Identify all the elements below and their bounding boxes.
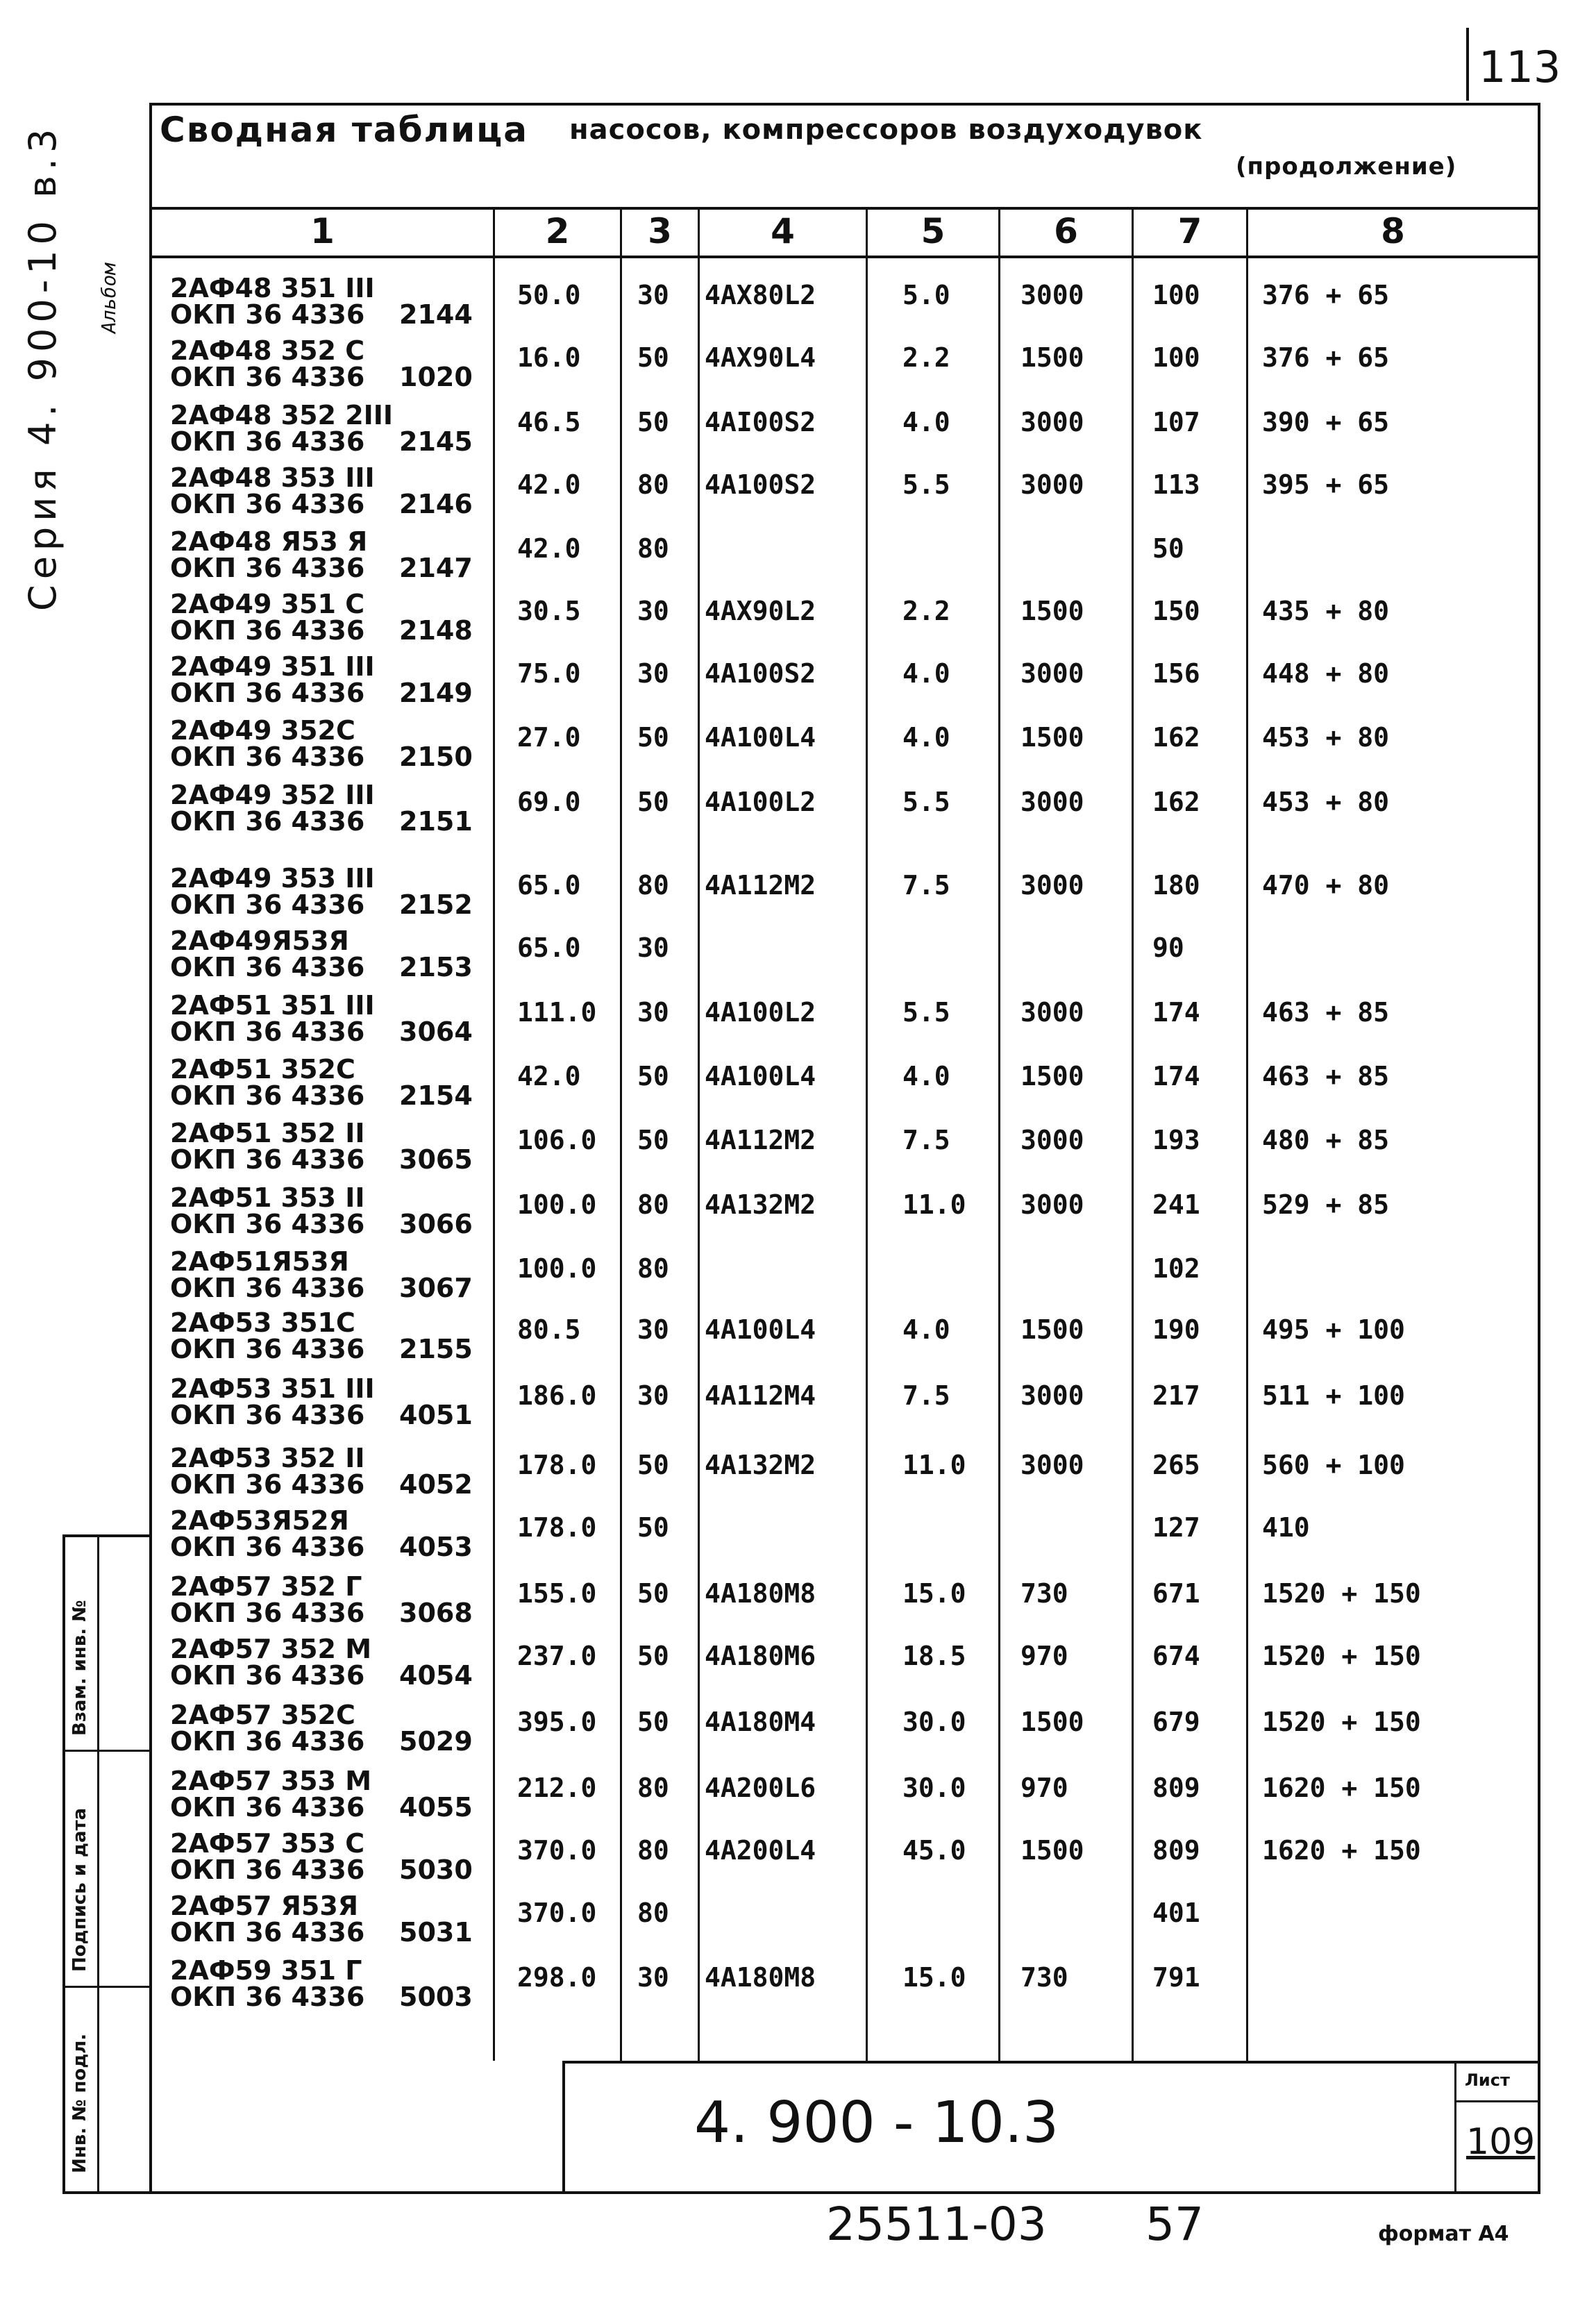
cell-c8: 1620 + 150 bbox=[1262, 1835, 1421, 1866]
cell-c4: 4А100L4 bbox=[705, 1314, 816, 1345]
cell-c5: 7.5 bbox=[902, 1380, 950, 1411]
col-header-2: 2 bbox=[545, 211, 570, 251]
cell-c8: 376 + 65 bbox=[1262, 342, 1390, 373]
col-header-1: 1 bbox=[310, 211, 335, 251]
cell-okp: ОКП 36 4336 bbox=[170, 889, 365, 920]
cell-c8: 410 bbox=[1262, 1512, 1310, 1543]
cell-model: 2АФ57 353 М bbox=[170, 1766, 372, 1796]
cell-c6: 1500 bbox=[1020, 722, 1084, 753]
cell-c7: 127 bbox=[1152, 1512, 1200, 1543]
table-title bbox=[160, 103, 1534, 194]
cell-okp: ОКП 36 4336 bbox=[170, 1334, 365, 1364]
cell-c6: 1500 bbox=[1020, 1835, 1084, 1866]
cell-c3: 50 bbox=[637, 722, 669, 753]
cell-code: 2145 bbox=[399, 426, 473, 457]
cell-c3: 50 bbox=[637, 1061, 669, 1091]
cell-c4: 4А100L4 bbox=[705, 722, 816, 753]
cell-c7: 150 bbox=[1152, 596, 1200, 626]
cell-okp: ОКП 36 4336 bbox=[170, 1917, 365, 1948]
cell-c4: 4А100S2 bbox=[705, 469, 816, 500]
cell-c4: 4А180М8 bbox=[705, 1578, 816, 1609]
cell-c2: 46.5 bbox=[517, 407, 581, 437]
cell-c7: 674 bbox=[1152, 1641, 1200, 1671]
cell-code: 1020 bbox=[399, 362, 473, 392]
cell-c4: 4А180М6 bbox=[705, 1641, 816, 1671]
cell-c6: 730 bbox=[1020, 1962, 1068, 1993]
cell-code: 2153 bbox=[399, 952, 473, 982]
cell-c3: 80 bbox=[637, 1898, 669, 1928]
cell-c7: 162 bbox=[1152, 787, 1200, 817]
cell-c7: 180 bbox=[1152, 870, 1200, 901]
cell-model: 2АФ57 353 С bbox=[170, 1828, 365, 1859]
cell-c2: 237.0 bbox=[517, 1641, 597, 1671]
cell-c2: 212.0 bbox=[517, 1773, 597, 1803]
cell-c6: 730 bbox=[1020, 1578, 1068, 1609]
cell-c7: 156 bbox=[1152, 658, 1200, 689]
cell-c5: 5.5 bbox=[902, 469, 950, 500]
cell-c5: 5.5 bbox=[902, 787, 950, 817]
cell-c5: 4.0 bbox=[902, 1314, 950, 1345]
cell-code: 5029 bbox=[399, 1726, 473, 1757]
cell-code: 2146 bbox=[399, 489, 473, 519]
cell-code: 2147 bbox=[399, 553, 473, 583]
cell-c7: 241 bbox=[1152, 1189, 1200, 1220]
archive-number: 25511-03 bbox=[826, 2198, 1047, 2251]
cell-okp: ОКП 36 4336 bbox=[170, 742, 365, 772]
col-header-6: 6 bbox=[1054, 211, 1078, 251]
cell-c2: 178.0 bbox=[517, 1512, 597, 1543]
cell-code: 5003 bbox=[399, 1982, 473, 2012]
cell-okp: ОКП 36 4336 bbox=[170, 1598, 365, 1628]
cell-c7: 190 bbox=[1152, 1314, 1200, 1345]
cell-c2: 111.0 bbox=[517, 997, 597, 1028]
cell-okp: ОКП 36 4336 bbox=[170, 553, 365, 583]
cell-code: 4054 bbox=[399, 1660, 473, 1691]
cell-code: 5030 bbox=[399, 1855, 473, 1885]
cell-c5: 4.0 bbox=[902, 722, 950, 753]
cell-c6: 3000 bbox=[1020, 1450, 1084, 1480]
cell-model: 2АФ48 351 III bbox=[170, 273, 375, 303]
cell-code: 2148 bbox=[399, 615, 473, 646]
cell-model: 2АФ57 352 М bbox=[170, 1634, 372, 1664]
cell-c3: 50 bbox=[637, 1578, 669, 1609]
cell-code: 2144 bbox=[399, 299, 473, 330]
cell-c7: 809 bbox=[1152, 1835, 1200, 1866]
cell-c5: 45.0 bbox=[902, 1835, 966, 1866]
cell-c6: 3000 bbox=[1020, 997, 1084, 1028]
cell-code: 4051 bbox=[399, 1400, 473, 1430]
cell-c6: 3000 bbox=[1020, 1125, 1084, 1155]
cell-c2: 42.0 bbox=[517, 469, 581, 500]
cell-c5: 30.0 bbox=[902, 1707, 966, 1737]
cell-c3: 30 bbox=[637, 1314, 669, 1345]
cell-c2: 155.0 bbox=[517, 1578, 597, 1609]
cell-c2: 370.0 bbox=[517, 1835, 597, 1866]
cell-model: 2АФ49Я53Я bbox=[170, 926, 349, 956]
cell-c7: 679 bbox=[1152, 1707, 1200, 1737]
cell-c8: 463 + 85 bbox=[1262, 1061, 1390, 1091]
series-label: Серия 4. 900-10 в.3 bbox=[21, 123, 65, 611]
cell-c3: 50 bbox=[637, 1512, 669, 1543]
cell-c8: 1520 + 150 bbox=[1262, 1641, 1421, 1671]
cell-c3: 80 bbox=[637, 1189, 669, 1220]
cell-c5: 2.2 bbox=[902, 342, 950, 373]
cell-c7: 102 bbox=[1152, 1253, 1200, 1284]
cell-c8: 1520 + 150 bbox=[1262, 1578, 1421, 1609]
cell-c8: 463 + 85 bbox=[1262, 997, 1390, 1028]
cell-code: 3065 bbox=[399, 1144, 473, 1175]
cell-c8: 453 + 80 bbox=[1262, 787, 1390, 817]
cell-c4: 4А180М8 bbox=[705, 1962, 816, 1993]
cell-model: 2АФ49 351 III bbox=[170, 651, 375, 682]
cell-model: 2АФ48 Я53 Я bbox=[170, 526, 368, 557]
cell-c5: 4.0 bbox=[902, 407, 950, 437]
cell-c5: 11.0 bbox=[902, 1189, 966, 1220]
cell-c4: 4А132М2 bbox=[705, 1450, 816, 1480]
stamp-sign-date: Подпись и дата bbox=[69, 1807, 90, 1972]
cell-c2: 50.0 bbox=[517, 280, 581, 310]
cell-okp: ОКП 36 4336 bbox=[170, 362, 365, 392]
cell-c3: 80 bbox=[637, 469, 669, 500]
cell-c8: 1520 + 150 bbox=[1262, 1707, 1421, 1737]
cell-c4: 4АХ90L2 bbox=[705, 596, 816, 626]
cell-c4: 4А100L2 bbox=[705, 997, 816, 1028]
cell-okp: ОКП 36 4336 bbox=[170, 1660, 365, 1691]
cell-c6: 1500 bbox=[1020, 1707, 1084, 1737]
cell-c7: 265 bbox=[1152, 1450, 1200, 1480]
cell-c8: 480 + 85 bbox=[1262, 1125, 1390, 1155]
stamp-inv-podl: Инв. № подл. bbox=[69, 2033, 90, 2173]
col-header-5: 5 bbox=[921, 211, 946, 251]
cell-c6: 3000 bbox=[1020, 407, 1084, 437]
cell-c5: 15.0 bbox=[902, 1962, 966, 1993]
cell-code: 3068 bbox=[399, 1598, 473, 1628]
cell-c4: 4А112М4 bbox=[705, 1380, 816, 1411]
album-label: Альбом bbox=[97, 262, 120, 333]
cell-model: 2АФ49 351 С bbox=[170, 589, 365, 619]
cell-c2: 298.0 bbox=[517, 1962, 597, 1993]
cell-c2: 27.0 bbox=[517, 722, 581, 753]
cell-c2: 42.0 bbox=[517, 533, 581, 564]
cell-c7: 217 bbox=[1152, 1380, 1200, 1411]
cell-c3: 80 bbox=[637, 1835, 669, 1866]
cell-model: 2АФ49 352С bbox=[170, 715, 355, 746]
cell-c2: 75.0 bbox=[517, 658, 581, 689]
cell-c2: 100.0 bbox=[517, 1189, 597, 1220]
cell-c8: 395 + 65 bbox=[1262, 469, 1390, 500]
cell-c5: 5.5 bbox=[902, 997, 950, 1028]
cell-c6: 1500 bbox=[1020, 1061, 1084, 1091]
cell-c6: 3000 bbox=[1020, 1380, 1084, 1411]
cell-okp: ОКП 36 4336 bbox=[170, 678, 365, 708]
cell-code: 2155 bbox=[399, 1334, 473, 1364]
cell-c2: 106.0 bbox=[517, 1125, 597, 1155]
cell-c3: 50 bbox=[637, 342, 669, 373]
cell-c4: 4А100S2 bbox=[705, 658, 816, 689]
cell-okp: ОКП 36 4336 bbox=[170, 299, 365, 330]
cell-c3: 30 bbox=[637, 1380, 669, 1411]
cell-model: 2АФ48 352 С bbox=[170, 335, 365, 366]
cell-model: 2АФ53 352 II bbox=[170, 1443, 365, 1473]
cell-c3: 30 bbox=[637, 1962, 669, 1993]
cell-model: 2АФ53Я52Я bbox=[170, 1505, 349, 1536]
cell-c6: 970 bbox=[1020, 1773, 1068, 1803]
cell-c5: 4.0 bbox=[902, 658, 950, 689]
col-header-7: 7 bbox=[1177, 211, 1202, 251]
cell-c6: 3000 bbox=[1020, 469, 1084, 500]
cell-c7: 100 bbox=[1152, 280, 1200, 310]
cell-c5: 5.0 bbox=[902, 280, 950, 310]
cell-c4: 4АХ90L4 bbox=[705, 342, 816, 373]
cell-c4: 4А112М2 bbox=[705, 1125, 816, 1155]
col-header-3: 3 bbox=[648, 211, 672, 251]
cell-c8: 560 + 100 bbox=[1262, 1450, 1405, 1480]
cell-okp: ОКП 36 4336 bbox=[170, 1792, 365, 1823]
cell-code: 3067 bbox=[399, 1273, 473, 1303]
cell-c4: 4АХ80L2 bbox=[705, 280, 816, 310]
cell-c3: 80 bbox=[637, 1773, 669, 1803]
cell-model: 2АФ49 353 III bbox=[170, 863, 375, 894]
cell-c2: 42.0 bbox=[517, 1061, 581, 1091]
bottom-page: 57 bbox=[1145, 2198, 1204, 2251]
cell-code: 2152 bbox=[399, 889, 473, 920]
cell-c7: 671 bbox=[1152, 1578, 1200, 1609]
page-number-top: 113 bbox=[1479, 42, 1561, 92]
cell-okp: ОКП 36 4336 bbox=[170, 1982, 365, 2012]
cell-c5: 4.0 bbox=[902, 1061, 950, 1091]
cell-okp: ОКП 36 4336 bbox=[170, 615, 365, 646]
cell-model: 2АФ51Я53Я bbox=[170, 1246, 349, 1277]
cell-c8: 495 + 100 bbox=[1262, 1314, 1405, 1345]
cell-code: 3066 bbox=[399, 1209, 473, 1239]
cell-okp: ОКП 36 4336 bbox=[170, 1273, 365, 1303]
cell-c7: 791 bbox=[1152, 1962, 1200, 1993]
cell-c3: 80 bbox=[637, 870, 669, 901]
cell-c4: 4А200L4 bbox=[705, 1835, 816, 1866]
cell-c2: 395.0 bbox=[517, 1707, 597, 1737]
cell-okp: ОКП 36 4336 bbox=[170, 1209, 365, 1239]
format-label: формат А4 bbox=[1378, 2222, 1509, 2246]
cell-c6: 3000 bbox=[1020, 787, 1084, 817]
cell-c5: 7.5 bbox=[902, 870, 950, 901]
cell-c3: 50 bbox=[637, 1707, 669, 1737]
cell-c2: 178.0 bbox=[517, 1450, 597, 1480]
cell-model: 2АФ57 Я53Я bbox=[170, 1891, 359, 1921]
cell-code: 4055 bbox=[399, 1792, 473, 1823]
cell-c5: 15.0 bbox=[902, 1578, 966, 1609]
cell-okp: ОКП 36 4336 bbox=[170, 1400, 365, 1430]
cell-okp: ОКП 36 4336 bbox=[170, 1532, 365, 1562]
cell-c3: 30 bbox=[637, 658, 669, 689]
cell-code: 2151 bbox=[399, 806, 473, 837]
cell-c7: 193 bbox=[1152, 1125, 1200, 1155]
cell-okp: ОКП 36 4336 bbox=[170, 489, 365, 519]
cell-c4: 4АI00S2 bbox=[705, 407, 816, 437]
cell-c8: 1620 + 150 bbox=[1262, 1773, 1421, 1803]
cell-c4: 4А180М4 bbox=[705, 1707, 816, 1737]
cell-c5: 7.5 bbox=[902, 1125, 950, 1155]
cell-c7: 174 bbox=[1152, 997, 1200, 1028]
cell-c6: 3000 bbox=[1020, 280, 1084, 310]
cell-model: 2АФ49 352 III bbox=[170, 780, 375, 810]
cell-c7: 162 bbox=[1152, 722, 1200, 753]
cell-okp: ОКП 36 4336 bbox=[170, 806, 365, 837]
cell-c2: 30.5 bbox=[517, 596, 581, 626]
cell-c4: 4А200L6 bbox=[705, 1773, 816, 1803]
cell-c3: 50 bbox=[637, 1450, 669, 1480]
cell-c5: 30.0 bbox=[902, 1773, 966, 1803]
cell-model: 2АФ51 352 II bbox=[170, 1118, 365, 1148]
cell-c3: 80 bbox=[637, 1253, 669, 1284]
cell-c7: 401 bbox=[1152, 1898, 1200, 1928]
cell-c3: 50 bbox=[637, 407, 669, 437]
cell-okp: ОКП 36 4336 bbox=[170, 1469, 365, 1500]
cell-c3: 30 bbox=[637, 932, 669, 963]
cell-c7: 809 bbox=[1152, 1773, 1200, 1803]
cell-c6: 970 bbox=[1020, 1641, 1068, 1671]
cell-c7: 90 bbox=[1152, 932, 1184, 963]
cell-okp: ОКП 36 4336 bbox=[170, 952, 365, 982]
cell-okp: ОКП 36 4336 bbox=[170, 1080, 365, 1111]
cell-c7: 50 bbox=[1152, 533, 1184, 564]
cell-c7: 174 bbox=[1152, 1061, 1200, 1091]
cell-model: 2АФ53 351 III bbox=[170, 1373, 375, 1404]
cell-c2: 16.0 bbox=[517, 342, 581, 373]
cell-code: 2154 bbox=[399, 1080, 473, 1111]
cell-c8: 453 + 80 bbox=[1262, 722, 1390, 753]
cell-c8: 470 + 80 bbox=[1262, 870, 1390, 901]
cell-model: 2АФ51 352С bbox=[170, 1054, 355, 1085]
cell-code: 2150 bbox=[399, 742, 473, 772]
cell-c7: 100 bbox=[1152, 342, 1200, 373]
doc-number: 4. 900 - 10.3 bbox=[694, 2090, 1059, 2156]
cell-c3: 80 bbox=[637, 533, 669, 564]
cell-model: 2АФ57 352С bbox=[170, 1700, 355, 1730]
cell-c5: 11.0 bbox=[902, 1450, 966, 1480]
cell-c5: 2.2 bbox=[902, 596, 950, 626]
cell-c2: 100.0 bbox=[517, 1253, 597, 1284]
cell-c8: 529 + 85 bbox=[1262, 1189, 1390, 1220]
col-header-8: 8 bbox=[1381, 211, 1405, 251]
cell-okp: ОКП 36 4336 bbox=[170, 1855, 365, 1885]
cell-model: 2АФ51 353 II bbox=[170, 1182, 365, 1213]
cell-c7: 113 bbox=[1152, 469, 1200, 500]
cell-c5: 18.5 bbox=[902, 1641, 966, 1671]
cell-c3: 30 bbox=[637, 997, 669, 1028]
cell-c3: 50 bbox=[637, 787, 669, 817]
cell-c2: 65.0 bbox=[517, 932, 581, 963]
cell-code: 4052 bbox=[399, 1469, 473, 1500]
cell-model: 2АФ53 351С bbox=[170, 1307, 355, 1338]
cell-okp: ОКП 36 4336 bbox=[170, 426, 365, 457]
cell-model: 2АФ48 352 2III bbox=[170, 400, 394, 430]
cell-c8: 511 + 100 bbox=[1262, 1380, 1405, 1411]
cell-code: 4053 bbox=[399, 1532, 473, 1562]
cell-c3: 50 bbox=[637, 1125, 669, 1155]
cell-c2: 65.0 bbox=[517, 870, 581, 901]
cell-okp: ОКП 36 4336 bbox=[170, 1726, 365, 1757]
cell-c3: 30 bbox=[637, 280, 669, 310]
cell-model: 2АФ48 353 III bbox=[170, 462, 375, 493]
cell-c4: 4А132М2 bbox=[705, 1189, 816, 1220]
title-main: Сводная таблица bbox=[160, 110, 528, 150]
cell-c4: 4А100L2 bbox=[705, 787, 816, 817]
cell-c6: 3000 bbox=[1020, 658, 1084, 689]
cell-c8: 390 + 65 bbox=[1262, 407, 1390, 437]
cell-c8: 376 + 65 bbox=[1262, 280, 1390, 310]
col-header-4: 4 bbox=[771, 211, 795, 251]
cell-c4: 4А100L4 bbox=[705, 1061, 816, 1091]
cell-c2: 69.0 bbox=[517, 787, 581, 817]
cell-c7: 107 bbox=[1152, 407, 1200, 437]
cell-c3: 50 bbox=[637, 1641, 669, 1671]
cell-c2: 370.0 bbox=[517, 1898, 597, 1928]
cell-code: 5031 bbox=[399, 1917, 473, 1948]
cell-okp: ОКП 36 4336 bbox=[170, 1144, 365, 1175]
sheet-number: 109 bbox=[1466, 2121, 1536, 2163]
cell-c4: 4А112М2 bbox=[705, 870, 816, 901]
cell-model: 2АФ57 352 Г bbox=[170, 1571, 362, 1602]
cell-c6: 3000 bbox=[1020, 1189, 1084, 1220]
sheet-label: Лист bbox=[1465, 2070, 1510, 2090]
title-sub: насосов, компрессоров воздуходувок bbox=[569, 114, 1203, 146]
cell-c6: 1500 bbox=[1020, 342, 1084, 373]
cell-c6: 1500 bbox=[1020, 1314, 1084, 1345]
cell-c8: 448 + 80 bbox=[1262, 658, 1390, 689]
stamp-inv-vzam: Взам. инв. № bbox=[69, 1600, 90, 1736]
cell-c8: 435 + 80 bbox=[1262, 596, 1390, 626]
cell-c3: 30 bbox=[637, 596, 669, 626]
cell-c6: 1500 bbox=[1020, 596, 1084, 626]
title-continuation: (продолжение) bbox=[1236, 153, 1457, 181]
cell-code: 3064 bbox=[399, 1016, 473, 1047]
cell-code: 2149 bbox=[399, 678, 473, 708]
cell-c6: 3000 bbox=[1020, 870, 1084, 901]
cell-c2: 80.5 bbox=[517, 1314, 581, 1345]
cell-okp: ОКП 36 4336 bbox=[170, 1016, 365, 1047]
cell-model: 2АФ51 351 III bbox=[170, 990, 375, 1021]
cell-model: 2АФ59 351 Г bbox=[170, 1955, 362, 1986]
cell-c2: 186.0 bbox=[517, 1380, 597, 1411]
